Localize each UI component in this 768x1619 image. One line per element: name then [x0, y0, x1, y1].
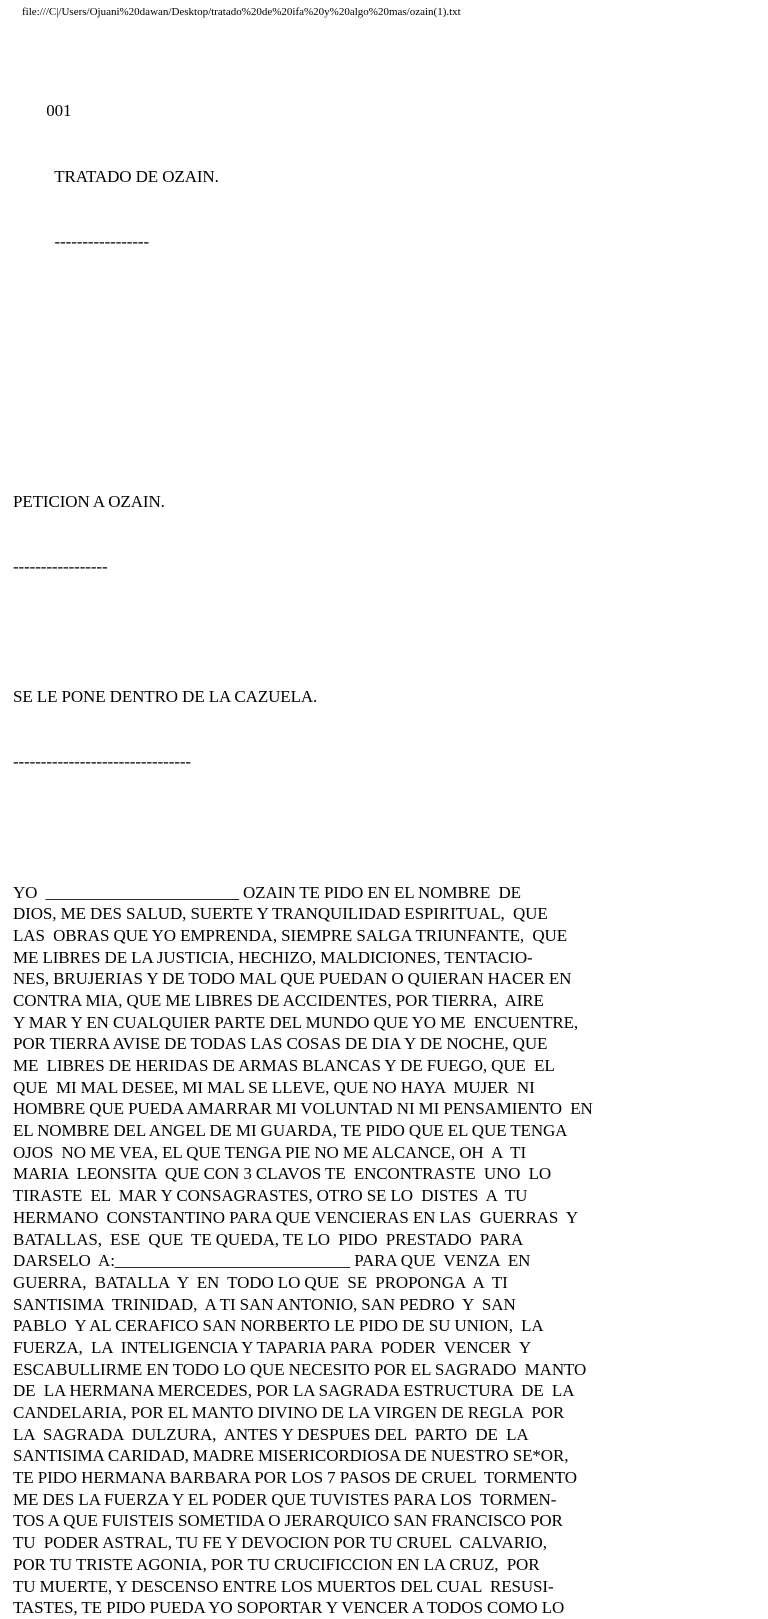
- body-line: OJOS NO ME VEA, EL QUE TENGA PIE NO ME ALCANCE, OH A TI: [13, 1142, 527, 1162]
- body-line: MARIA LEONSITA QUE CON 3 CLAVOS TE ENCONTRASTE UNO LO: [13, 1164, 552, 1184]
- body-line: EL NOMBRE DEL ANGEL DE MI GUARDA, TE PIDO QUE EL QUE TENGA: [13, 1121, 568, 1141]
- body-line: LAS OBRAS QUE YO EMPRENDA, SIEMPRE SALGA TRIUNFANTE, QUE: [13, 925, 567, 945]
- body-line: NES, BRUJERIAS Y DE TODO MAL QUE PUEDAN O QUIERAN HACER EN: [13, 969, 572, 989]
- body-line: DIOS, ME DES SALUD, SUERTE Y TRANQUILIDAD ESPIRITUAL, QUE: [13, 904, 548, 924]
- body-line: SANTISIMA TRINIDAD, A TI SAN ANTONIO, SAN PEDRO Y SAN: [13, 1294, 516, 1314]
- body-line: HOMBRE QUE PUEDA AMARRAR MI VOLUNTAD NI MI PENSAMIENTO EN: [13, 1099, 593, 1119]
- subheading-underline: --------------------------------: [13, 752, 191, 772]
- section-heading: PETICION A OZAIN.: [13, 491, 165, 511]
- blank-line: [13, 361, 593, 383]
- body-line: HERMANO CONSTANTINO PARA QUE VENCIERAS EN LAS GUERRAS Y: [13, 1207, 579, 1227]
- title-underline: -----------------: [54, 231, 150, 251]
- blank-line: [13, 621, 593, 643]
- body-line: DARSELO A:____________________________ PARA QUE VENZA EN: [13, 1251, 531, 1271]
- body-line: SANTISIMA CARIDAD, MADRE MISERICORDIOSA DE NUESTRO SE*OR,: [13, 1446, 569, 1466]
- body-line: YO _______________________ OZAIN TE PIDO EN EL NOMBRE DE: [13, 882, 521, 902]
- body-line: CANDELARIA, POR EL MANTO DIVINO DE LA VIRGEN DE REGLA POR: [13, 1403, 565, 1423]
- body-line: GUERRA, BATALLA Y EN TODO LO QUE SE PROPONGA A TI: [13, 1272, 508, 1292]
- body-line: TU MUERTE, Y DESCENSO ENTRE LOS MUERTOS DEL CUAL RESUSI-: [13, 1576, 554, 1596]
- body-line: PABLO Y AL CERAFICO SAN NORBERTO LE PIDO DE SU UNION, LA: [13, 1316, 544, 1336]
- body-line: LA SAGRADA DULZURA, ANTES Y DESPUES DEL PARTO DE LA: [13, 1424, 529, 1444]
- body-line: TE PIDO HERMANA BARBARA POR LOS 7 PASOS DE CRUEL TORMENTO: [13, 1468, 577, 1488]
- body-line: BATALLAS, ESE QUE TE QUEDA, TE LO PIDO PRESTADO PARA: [13, 1229, 524, 1249]
- body-line: TIRASTE EL MAR Y CONSAGRASTES, OTRO SE LO DISTES A TU: [13, 1186, 528, 1206]
- document-body: [13, 57, 593, 1618]
- subheading: SE LE PONE DENTRO DE LA CAZUELA.: [13, 687, 318, 707]
- file-path-header: file:///C|/Users/Ojuani%20dawan/Desktop/tratado%20de%20ifa%20y%20algo%20mas/ozain(1).txt: [22, 6, 461, 18]
- body-line: ME DES LA FUERZA Y EL PODER QUE TUVISTES PARA LOS TORMEN-: [13, 1489, 557, 1509]
- body-line: ESCABULLIRME EN TODO LO QUE NECESITO POR EL SAGRADO MANTO: [13, 1359, 587, 1379]
- body-line: POR TIERRA AVISE DE TODAS LAS COSAS DE DIA Y DE NOCHE, QUE: [13, 1034, 548, 1054]
- body-line: DE LA HERMANA MERCEDES, POR LA SAGRADA ESTRUCTURA DE LA: [13, 1381, 575, 1401]
- body-line: QUE MI MAL DESEE, MI MAL SE LLEVE, QUE NO HAYA MUJER NI: [13, 1077, 535, 1097]
- body-line: TASTES, TE PIDO PUEDA YO SOPORTAR Y VENCER A TODOS COMO LO: [13, 1598, 565, 1618]
- body-line: Y MAR Y EN CUALQUIER PARTE DEL MUNDO QUE YO ME ENCUENTRE,: [13, 1012, 579, 1032]
- page-number: 001: [46, 101, 72, 121]
- section-underline: -----------------: [13, 557, 108, 577]
- blank-line: [13, 816, 593, 838]
- body-text: [13, 882, 593, 1618]
- body-line: CONTRA MIA, QUE ME LIBRES DE ACCIDENTES, POR TIERRA, AIRE: [13, 990, 544, 1010]
- document-title: TRATADO DE OZAIN.: [54, 166, 219, 186]
- blank-line: [13, 426, 593, 448]
- blank-line: [13, 296, 593, 318]
- body-line: TOS A QUE FUISTEIS SOMETIDA O JERARQUICO SAN FRANCISCO POR: [13, 1511, 563, 1531]
- body-line: TU PODER ASTRAL, TU FE Y DEVOCION POR TU CRUEL CALVARIO,: [13, 1533, 547, 1553]
- body-line: FUERZA, LA INTELIGENCIA Y TAPARIA PARA PODER VENCER Y: [13, 1337, 532, 1357]
- body-line: ME LIBRES DE HERIDAS DE ARMAS BLANCAS Y DE FUEGO, QUE EL: [13, 1056, 555, 1076]
- body-line: ME LIBRES DE LA JUSTICIA, HECHIZO, MALDICIONES, TENTACIO-: [13, 947, 533, 967]
- body-line: POR TU TRISTE AGONIA, POR TU CRUCIFICCION EN LA CRUZ, POR: [13, 1554, 540, 1574]
